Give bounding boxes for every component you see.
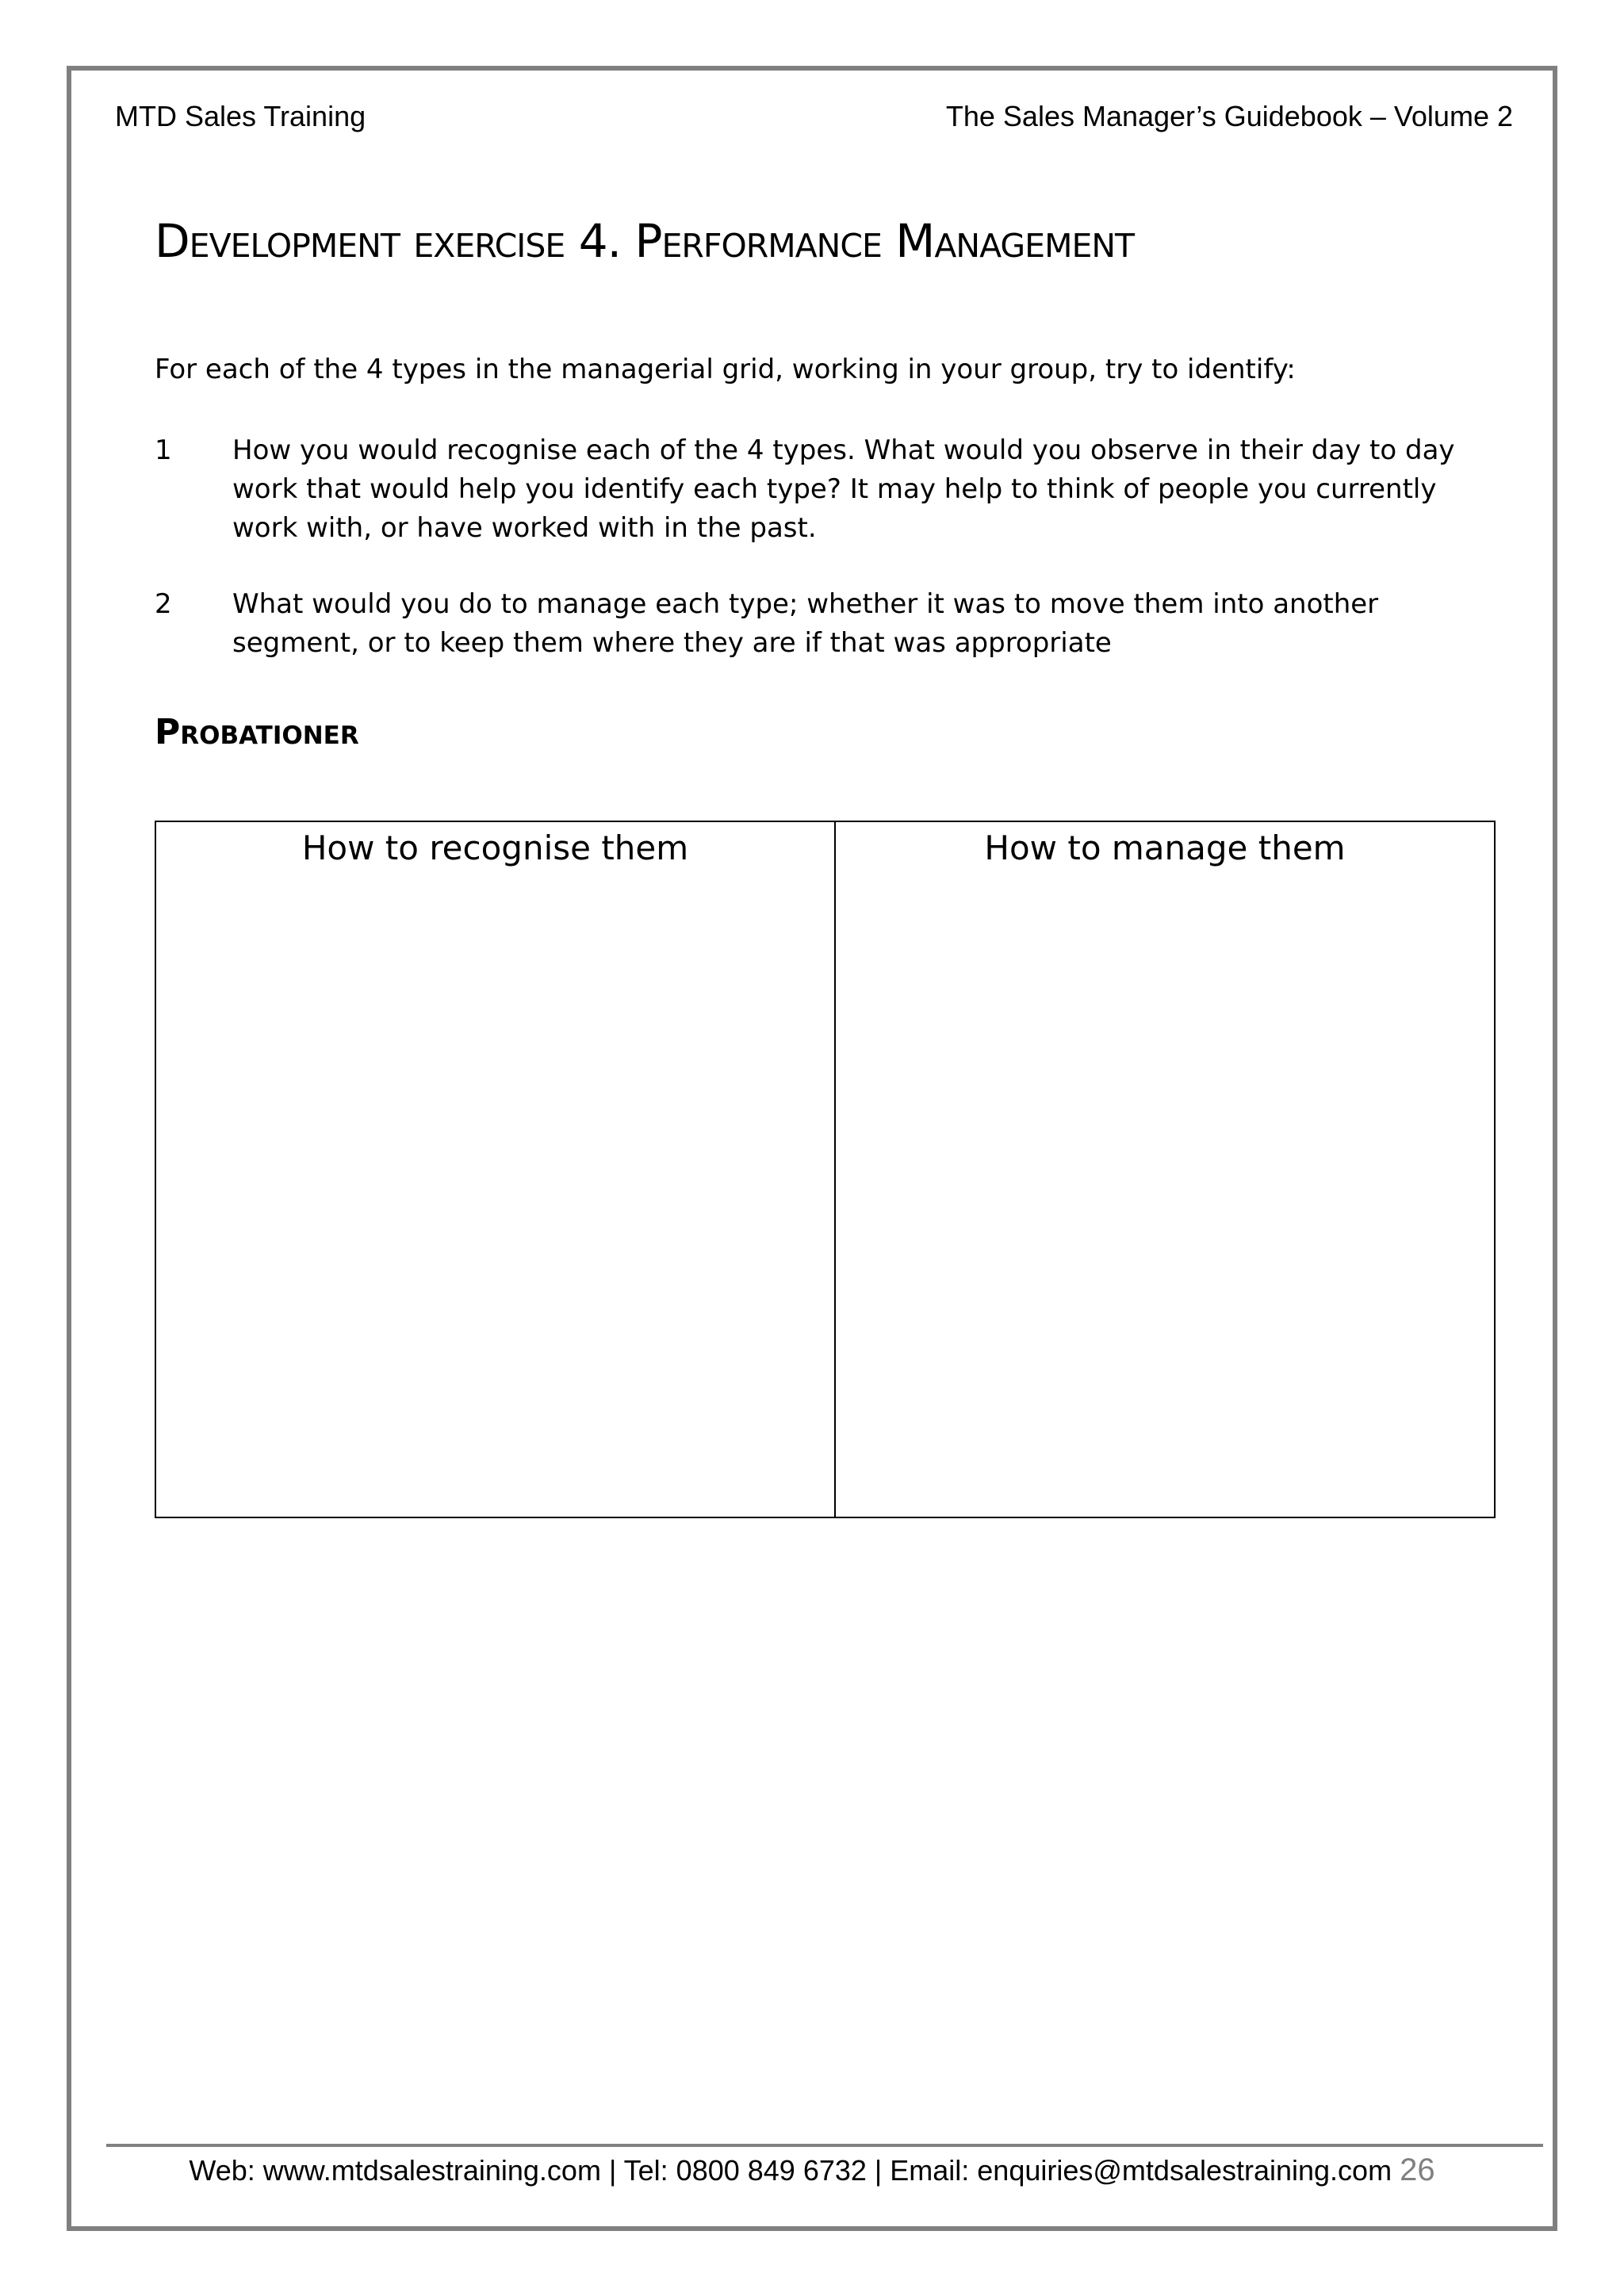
intro-text: For each of the 4 types in the managerial grid, working in your group, try to identify: (155, 354, 1296, 385)
list-item-text: How you would recognise each of the 4 types. What would you observe in their day to day work that would help you identify each type? It may help to think of people you currently work with, or have worked with in the past. (232, 434, 1455, 544)
page-title: Development exercise 4. Performance Management (155, 214, 1135, 268)
list-item (155, 585, 1471, 663)
manage-column[interactable] (836, 822, 1494, 1517)
column-header-recognise: How to recognise them (301, 828, 689, 867)
header-left: MTD Sales Training (115, 100, 366, 132)
list-item-text: What would you do to manage each type; whether it was to move them into another segment, or to keep them where they are if that was appropriate (232, 588, 1379, 659)
footer-contact: Web: www.mtdsalestraining.com | Tel: 0800 849 6732 | Email: enquiries@mtdsalestraining.com (189, 2154, 1392, 2187)
exercise-table (155, 821, 1496, 1518)
header-right: The Sales Manager’s Guidebook – Volume 2 (945, 100, 1513, 132)
footer (0, 2152, 1624, 2188)
footer-rule (106, 2144, 1543, 2147)
page-number: 26 (1400, 2152, 1435, 2187)
list-item-number: 2 (155, 588, 172, 620)
list-item-number: 1 (155, 434, 172, 466)
recognise-column[interactable] (156, 822, 836, 1517)
section-heading: Probationer (155, 712, 359, 752)
column-header-manage: How to manage them (984, 828, 1346, 867)
list-item (155, 431, 1471, 548)
